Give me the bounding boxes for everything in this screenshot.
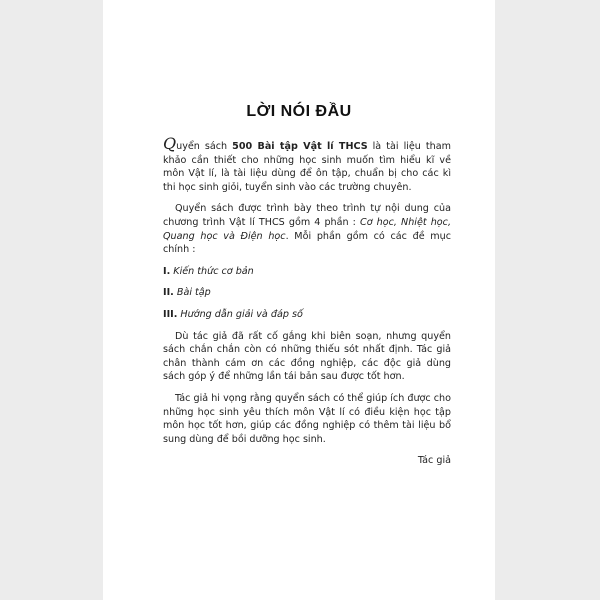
list-item <box>163 286 451 300</box>
list-item-text: Bài tập <box>176 287 211 299</box>
paragraph-apology: Dù tác giả đã rất cố gắng khi biên soạn, nhưng quyển sách chắn chắn còn có những thiếu sót nhất định. Tác giả chân thành cám ơn các đồng nghiệp, các độc giả dùng sách góp ý để những lần tái bản sau được tốt hơn. <box>163 330 451 383</box>
list-item-text: Kiến thức cơ bản <box>173 265 254 277</box>
list-item <box>163 308 451 322</box>
paragraph-structure <box>163 202 451 256</box>
paragraph-hope: Tác giả hi vọng rằng quyển sách có thể giúp ích được cho những học sinh yêu thích môn Vật lí có điều kiện học tập môn học tốt hơn, giúp các đồng nghiệp có thêm tài liệu bổ sung dùng để bồi dưỡng học sinh. <box>163 392 451 445</box>
author-signature: Tác giả <box>417 455 451 467</box>
structure-tail: . Mỗi phần gồm có các đề mục chính : <box>163 230 451 256</box>
structure-lead: Quyển sách được trình bày theo trình tự nội dung của chương trình Vật lí THCS gồm 4 phần : <box>163 203 451 228</box>
list-item-number: III. <box>163 308 178 320</box>
book-title: 500 Bài tập Vật lí THCS <box>232 141 368 152</box>
intro-lead: uyển sách <box>176 141 233 152</box>
list-item-number: I. <box>163 265 171 277</box>
preface-body <box>163 134 451 476</box>
paragraph-intro <box>163 134 451 194</box>
structure-parts: Cơ học, Nhiệt học, Quang học và Điện học <box>163 216 451 242</box>
list-item-text: Hướng dẫn giải và đáp số <box>180 308 303 320</box>
drop-cap: Q <box>163 134 177 153</box>
page-title: LỜI NÓI ĐẦU <box>246 103 352 120</box>
list-item <box>163 265 451 279</box>
book-page <box>103 0 495 600</box>
list-item-number: II. <box>163 287 174 299</box>
intro-rest: là tài liệu tham khảo cần thiết cho những học sinh muốn tìm hiểu kĩ về môn Vật lí, là tài liệu dùng để ôn tập, chuẩn bị cho các kì thi học sinh giỏi, tuyển sinh vào các trường chuyên. <box>163 141 451 193</box>
